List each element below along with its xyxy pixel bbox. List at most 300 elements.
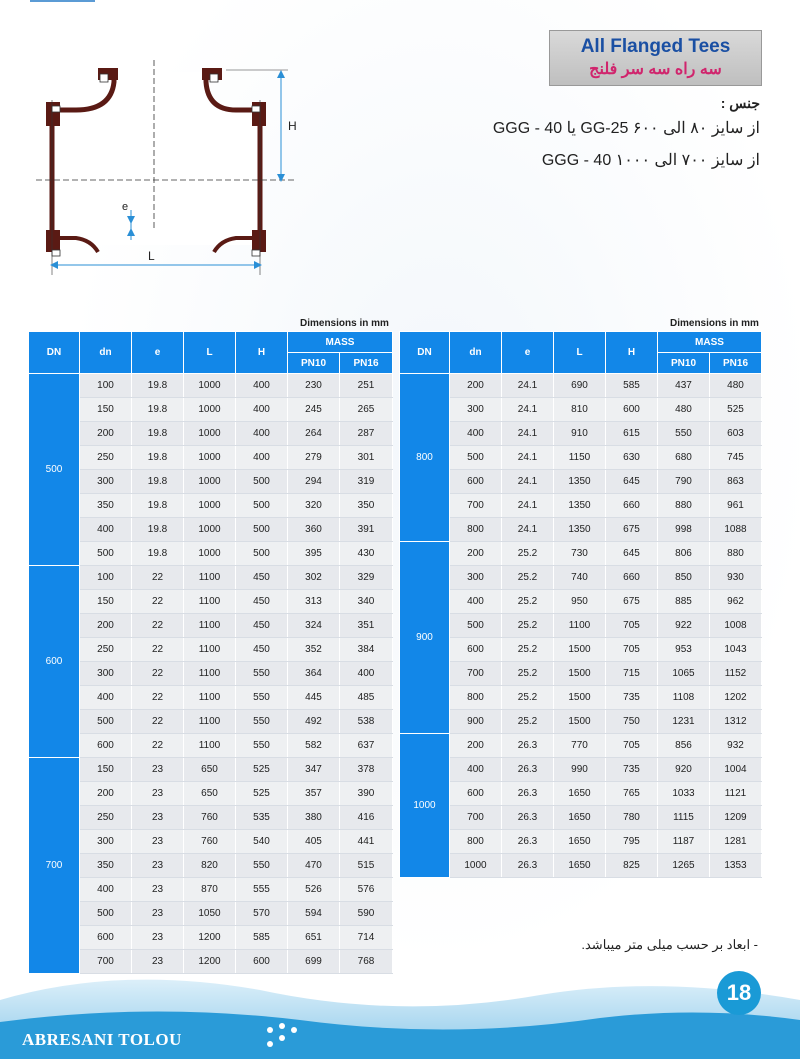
l-cell: 690	[554, 374, 606, 398]
table-row	[29, 518, 393, 542]
dn-cell: 1000	[450, 854, 502, 878]
pn10-cell: 680	[658, 446, 710, 470]
pn16-cell: 1004	[710, 758, 762, 782]
flange-right-bottom	[252, 230, 266, 252]
table-row	[29, 782, 393, 806]
pn16-cell: 287	[340, 422, 393, 446]
pn16-cell: 416	[340, 806, 393, 830]
pn16-cell: 603	[710, 422, 762, 446]
pn16-cell: 391	[340, 518, 393, 542]
header-l: L	[184, 332, 236, 374]
pn16-cell: 863	[710, 470, 762, 494]
h-cell: 675	[606, 590, 658, 614]
table-row	[400, 542, 762, 566]
dn-cell: 250	[80, 806, 132, 830]
h-cell: 675	[606, 518, 658, 542]
pn16-cell: 485	[340, 686, 393, 710]
l-cell: 1000	[184, 542, 236, 566]
h-cell: 525	[236, 758, 288, 782]
h-cell: 570	[236, 902, 288, 926]
pn10-cell: 1033	[658, 782, 710, 806]
pn10-cell: 651	[288, 926, 340, 950]
dn-cell: 150	[80, 590, 132, 614]
l-cell: 1000	[184, 494, 236, 518]
pn16-cell: 1008	[710, 614, 762, 638]
pn10-cell: 313	[288, 590, 340, 614]
pn10-cell: 357	[288, 782, 340, 806]
pn10-cell: 230	[288, 374, 340, 398]
l-cell: 1350	[554, 494, 606, 518]
dn-cell: 150	[80, 398, 132, 422]
e-cell: 25.2	[502, 542, 554, 566]
dn-cell: 350	[80, 494, 132, 518]
e-cell: 23	[132, 806, 184, 830]
table-row	[29, 566, 393, 590]
pn16-cell: 576	[340, 878, 393, 902]
e-cell: 24.1	[502, 398, 554, 422]
h-cell: 735	[606, 686, 658, 710]
dn-cell: 300	[450, 566, 502, 590]
table-row	[400, 614, 762, 638]
l-cell: 1650	[554, 782, 606, 806]
l-label: L	[148, 249, 155, 263]
table-row	[400, 854, 762, 878]
e-cell: 19.8	[132, 542, 184, 566]
dn-cell: 500	[450, 614, 502, 638]
e-cell: 23	[132, 878, 184, 902]
dn-cell: 200	[80, 422, 132, 446]
dn-cell: 200	[450, 374, 502, 398]
table-row	[29, 446, 393, 470]
tee-body	[52, 72, 260, 245]
e-cell: 22	[132, 614, 184, 638]
pn10-cell: 1265	[658, 854, 710, 878]
pn10-cell: 582	[288, 734, 340, 758]
table-row	[29, 926, 393, 950]
table-row	[29, 806, 393, 830]
table-row	[29, 686, 393, 710]
pn16-cell: 768	[340, 950, 393, 974]
e-cell: 22	[132, 710, 184, 734]
pn10-cell: 294	[288, 470, 340, 494]
pn10-cell: 302	[288, 566, 340, 590]
pn16-cell: 930	[710, 566, 762, 590]
pn16-cell: 480	[710, 374, 762, 398]
dn-cell: 700	[450, 806, 502, 830]
pn10-cell: 324	[288, 614, 340, 638]
pn16-cell: 1209	[710, 806, 762, 830]
e-label: e	[122, 201, 129, 213]
e-cell: 26.3	[502, 830, 554, 854]
h-cell: 555	[236, 878, 288, 902]
l-cell: 1650	[554, 830, 606, 854]
l-cell: 650	[184, 782, 236, 806]
pn16-cell: 962	[710, 590, 762, 614]
h-cell: 795	[606, 830, 658, 854]
e-cell: 26.3	[502, 782, 554, 806]
pn10-cell: 405	[288, 830, 340, 854]
table-row	[29, 710, 393, 734]
header-l: L	[554, 332, 606, 374]
header-pn16: PN16	[710, 353, 762, 374]
h-cell: 450	[236, 566, 288, 590]
e-cell: 25.2	[502, 662, 554, 686]
dn-cell: 350	[80, 854, 132, 878]
h-cell: 600	[236, 950, 288, 974]
header-pn16: PN16	[340, 353, 393, 374]
e-cell: 23	[132, 902, 184, 926]
dn-group-cell: 700	[29, 758, 80, 974]
h-cell: 400	[236, 422, 288, 446]
dn-cell: 500	[80, 902, 132, 926]
pn16-cell: 351	[340, 614, 393, 638]
l-cell: 1100	[184, 734, 236, 758]
dn-cell: 600	[80, 734, 132, 758]
pn16-cell: 515	[340, 854, 393, 878]
pn10-cell: 380	[288, 806, 340, 830]
dn-cell: 400	[80, 878, 132, 902]
dn-cell: 500	[80, 542, 132, 566]
pn10-cell: 1231	[658, 710, 710, 734]
table-row	[29, 542, 393, 566]
h-cell: 400	[236, 398, 288, 422]
h-cell: 585	[606, 374, 658, 398]
h-cell: 660	[606, 494, 658, 518]
table-row	[29, 878, 393, 902]
table-row	[400, 758, 762, 782]
left-table-body	[29, 374, 393, 974]
pn10-cell: 550	[658, 422, 710, 446]
l-cell: 760	[184, 830, 236, 854]
pn16-cell: 430	[340, 542, 393, 566]
l-cell: 910	[554, 422, 606, 446]
dn-cell: 400	[450, 590, 502, 614]
table-row	[400, 566, 762, 590]
dn-cell: 600	[450, 638, 502, 662]
l-cell: 1200	[184, 926, 236, 950]
header-dn-small: dn	[80, 332, 132, 374]
dn-cell: 600	[80, 926, 132, 950]
pn16-cell: 1312	[710, 710, 762, 734]
e-cell: 26.3	[502, 734, 554, 758]
dn-cell: 800	[450, 518, 502, 542]
table-row	[400, 782, 762, 806]
table-row	[29, 854, 393, 878]
pn10-cell: 279	[288, 446, 340, 470]
l-cell: 1100	[184, 686, 236, 710]
e-cell: 19.8	[132, 422, 184, 446]
e-cell: 22	[132, 566, 184, 590]
l-cell: 1650	[554, 854, 606, 878]
dn-cell: 400	[80, 686, 132, 710]
l-cell: 1500	[554, 638, 606, 662]
pn10-cell: 264	[288, 422, 340, 446]
pn10-cell: 880	[658, 494, 710, 518]
h-cell: 600	[606, 398, 658, 422]
e-cell: 24.1	[502, 494, 554, 518]
pn10-cell: 526	[288, 878, 340, 902]
dn-cell: 700	[450, 494, 502, 518]
pn16-cell: 1043	[710, 638, 762, 662]
e-cell: 24.1	[502, 422, 554, 446]
dn-group-cell: 800	[400, 374, 450, 542]
dn-cell: 250	[80, 638, 132, 662]
header-h: H	[606, 332, 658, 374]
h-cell: 550	[236, 710, 288, 734]
pn16-cell: 880	[710, 542, 762, 566]
table-row	[400, 590, 762, 614]
pn16-cell: 961	[710, 494, 762, 518]
table-row	[400, 734, 762, 758]
pn10-cell: 245	[288, 398, 340, 422]
h-cell: 825	[606, 854, 658, 878]
l-cell: 770	[554, 734, 606, 758]
pn16-cell: 319	[340, 470, 393, 494]
e-cell: 19.8	[132, 470, 184, 494]
e-cell: 22	[132, 686, 184, 710]
table-row	[400, 422, 762, 446]
h-cell: 735	[606, 758, 658, 782]
h-cell: 705	[606, 638, 658, 662]
table-row	[29, 902, 393, 926]
dn-cell: 700	[450, 662, 502, 686]
dn-cell: 400	[450, 422, 502, 446]
dn-cell: 500	[450, 446, 502, 470]
dn-cell: 400	[80, 518, 132, 542]
e-cell: 25.2	[502, 638, 554, 662]
e-cell: 24.1	[502, 374, 554, 398]
dn-cell: 150	[80, 758, 132, 782]
table-row	[400, 374, 762, 398]
pn10-cell: 364	[288, 662, 340, 686]
table-row	[29, 470, 393, 494]
table-row	[400, 662, 762, 686]
dn-cell: 100	[80, 374, 132, 398]
e-cell: 22	[132, 638, 184, 662]
pn16-cell: 390	[340, 782, 393, 806]
l-cell: 990	[554, 758, 606, 782]
l-cell: 740	[554, 566, 606, 590]
l-cell: 950	[554, 590, 606, 614]
table-row	[29, 494, 393, 518]
h-label: H	[288, 119, 297, 133]
e-cell: 19.8	[132, 398, 184, 422]
header-dn: DN	[29, 332, 80, 374]
page-number: 18	[717, 971, 761, 1015]
l-cell: 1100	[184, 566, 236, 590]
l-cell: 810	[554, 398, 606, 422]
pn10-cell: 445	[288, 686, 340, 710]
tee-drawing	[36, 60, 306, 290]
title-persian: سه راه سه سر فلنج	[589, 61, 722, 78]
table-row	[400, 446, 762, 470]
pn16-cell: 340	[340, 590, 393, 614]
pn10-cell: 856	[658, 734, 710, 758]
title-box	[549, 30, 762, 86]
table-row	[400, 806, 762, 830]
title-english: All Flanged Tees	[580, 36, 731, 57]
l-cell: 730	[554, 542, 606, 566]
h-cell: 500	[236, 470, 288, 494]
pn16-cell: 590	[340, 902, 393, 926]
pn10-cell: 470	[288, 854, 340, 878]
e-cell: 24.1	[502, 518, 554, 542]
pn10-cell: 594	[288, 902, 340, 926]
h-cell: 450	[236, 614, 288, 638]
pn10-cell: 437	[658, 374, 710, 398]
l-cell: 1500	[554, 662, 606, 686]
l-cell: 1650	[554, 806, 606, 830]
pn10-cell: 699	[288, 950, 340, 974]
right-table-body	[400, 374, 762, 878]
header-e: e	[502, 332, 554, 374]
material-line-1: از سایز ۸۰ الی ۶۰۰ GG-25 یا GGG - 40	[492, 120, 760, 137]
pn10-cell: 395	[288, 542, 340, 566]
l-cell: 1050	[184, 902, 236, 926]
h-cell: 630	[606, 446, 658, 470]
table-row	[400, 638, 762, 662]
dn-group-cell: 1000	[400, 734, 450, 878]
h-cell: 550	[236, 734, 288, 758]
pn16-cell: 350	[340, 494, 393, 518]
pn16-cell: 251	[340, 374, 393, 398]
dn-group-cell: 900	[400, 542, 450, 734]
h-cell: 500	[236, 518, 288, 542]
dn-cell: 200	[80, 614, 132, 638]
dn-cell: 100	[80, 566, 132, 590]
pn10-cell: 492	[288, 710, 340, 734]
flange-right-top	[252, 102, 266, 126]
pn16-cell: 384	[340, 638, 393, 662]
e-cell: 23	[132, 926, 184, 950]
pn10-cell: 806	[658, 542, 710, 566]
table-row	[400, 494, 762, 518]
l-cell: 1000	[184, 422, 236, 446]
h-cell: 615	[606, 422, 658, 446]
l-cell: 1000	[184, 374, 236, 398]
dn-cell: 200	[450, 542, 502, 566]
header-dn-small: dn	[450, 332, 502, 374]
e-cell: 25.2	[502, 710, 554, 734]
header-e: e	[132, 332, 184, 374]
l-cell: 1000	[184, 470, 236, 494]
e-cell: 19.8	[132, 518, 184, 542]
dn-cell: 700	[80, 950, 132, 974]
h-cell: 525	[236, 782, 288, 806]
pn10-cell: 1187	[658, 830, 710, 854]
table-row	[29, 422, 393, 446]
pn10-cell: 347	[288, 758, 340, 782]
pn10-cell: 320	[288, 494, 340, 518]
pn16-cell: 932	[710, 734, 762, 758]
dn-cell: 200	[450, 734, 502, 758]
left-spec-table	[28, 331, 393, 974]
e-cell: 19.8	[132, 494, 184, 518]
pn10-cell: 922	[658, 614, 710, 638]
e-cell: 26.3	[502, 854, 554, 878]
dn-cell: 600	[450, 470, 502, 494]
flange-left-top	[46, 102, 60, 126]
e-cell: 23	[132, 830, 184, 854]
h-cell: 660	[606, 566, 658, 590]
table-row	[29, 830, 393, 854]
pn16-cell: 1152	[710, 662, 762, 686]
pn16-cell: 745	[710, 446, 762, 470]
pn16-cell: 1353	[710, 854, 762, 878]
dn-cell: 300	[80, 830, 132, 854]
e-cell: 24.1	[502, 446, 554, 470]
dn-cell: 800	[450, 830, 502, 854]
pn16-cell: 378	[340, 758, 393, 782]
l-cell: 870	[184, 878, 236, 902]
pn16-cell: 329	[340, 566, 393, 590]
header-pn10: PN10	[288, 353, 340, 374]
h-cell: 645	[606, 470, 658, 494]
h-cell: 450	[236, 638, 288, 662]
dn-cell: 300	[80, 662, 132, 686]
pn10-cell: 790	[658, 470, 710, 494]
pn16-cell: 400	[340, 662, 393, 686]
pn16-cell: 525	[710, 398, 762, 422]
top-rule	[30, 0, 95, 2]
table-row	[400, 710, 762, 734]
h-cell: 645	[606, 542, 658, 566]
e-cell: 23	[132, 782, 184, 806]
e-cell: 23	[132, 950, 184, 974]
e-cell: 22	[132, 590, 184, 614]
dn-group-cell: 500	[29, 374, 80, 566]
h-cell: 535	[236, 806, 288, 830]
pn10-cell: 850	[658, 566, 710, 590]
l-cell: 1200	[184, 950, 236, 974]
right-dimensions-label: Dimensions in mm	[670, 318, 759, 329]
l-cell: 1100	[184, 614, 236, 638]
pn10-cell: 953	[658, 638, 710, 662]
pn10-cell: 1065	[658, 662, 710, 686]
table-row	[400, 518, 762, 542]
l-cell: 1500	[554, 710, 606, 734]
table-row	[400, 470, 762, 494]
e-cell: 23	[132, 758, 184, 782]
pn16-cell: 441	[340, 830, 393, 854]
pn16-cell: 265	[340, 398, 393, 422]
e-cell: 25.2	[502, 614, 554, 638]
h-cell: 750	[606, 710, 658, 734]
e-cell: 19.8	[132, 374, 184, 398]
brand-name: ABRESANI TOLOU	[22, 1030, 182, 1049]
dn-cell: 500	[80, 710, 132, 734]
h-cell: 550	[236, 662, 288, 686]
flange-left-bottom	[46, 230, 60, 252]
h-cell: 585	[236, 926, 288, 950]
e-cell: 19.8	[132, 446, 184, 470]
pn10-cell: 920	[658, 758, 710, 782]
e-cell: 24.1	[502, 470, 554, 494]
l-cell: 1000	[184, 518, 236, 542]
h-cell: 500	[236, 542, 288, 566]
l-cell: 1100	[554, 614, 606, 638]
e-cell: 25.2	[502, 590, 554, 614]
table-row	[29, 614, 393, 638]
table-row	[400, 398, 762, 422]
left-dimensions-label: Dimensions in mm	[300, 318, 389, 329]
material-label: جنس :	[720, 95, 760, 111]
dn-cell: 250	[80, 446, 132, 470]
dn-cell: 200	[80, 782, 132, 806]
right-spec-table	[399, 331, 762, 878]
e-cell: 25.2	[502, 686, 554, 710]
pn10-cell: 1115	[658, 806, 710, 830]
